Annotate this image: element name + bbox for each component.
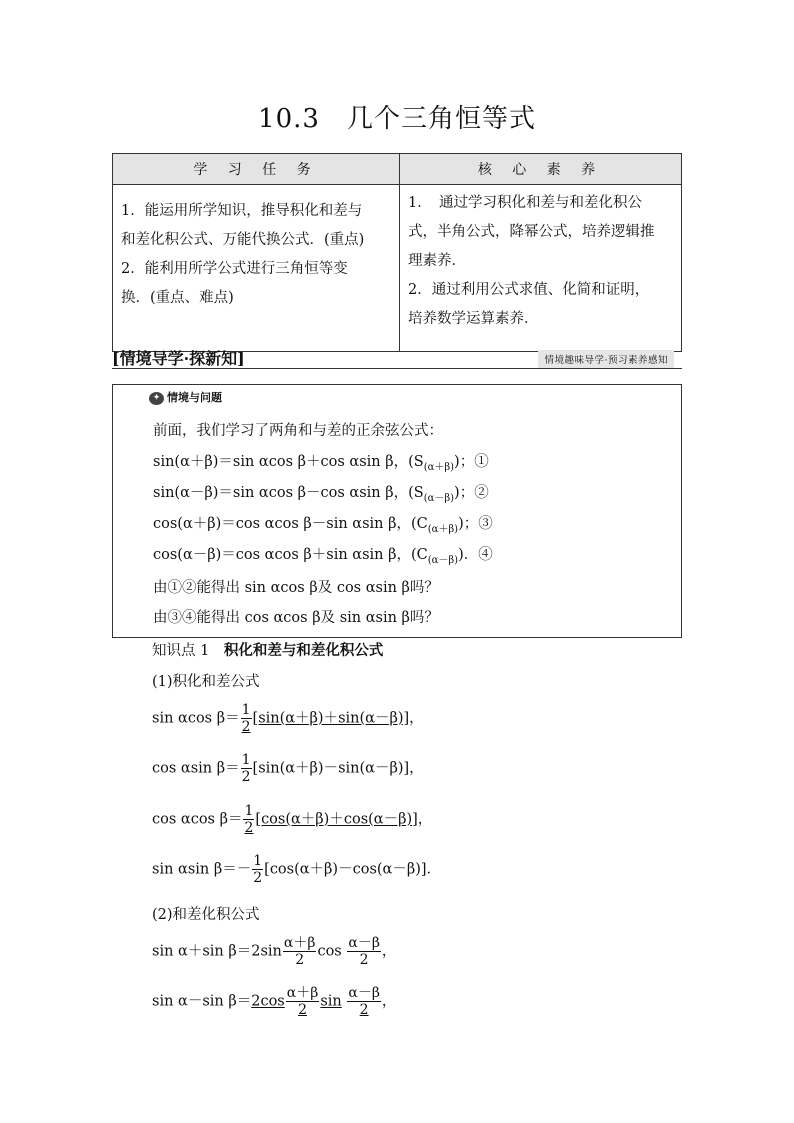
formula-label-end: )．④ <box>458 547 493 563</box>
knowledge-label: 知识点 1 <box>152 643 224 659</box>
formula-lhs: sin α＋sin β＝ <box>152 943 252 960</box>
formula-expr: cos(α＋β)＝cos αcos β－sin αsin β， <box>153 516 411 532</box>
literacy-line: 1． 通过学习积化和差与和差化积公 <box>408 195 642 211</box>
formula-lhs: sin αcos β＝ <box>152 710 240 727</box>
formula-rhs: [sin(α＋β)－sin(α－β)] <box>252 760 410 777</box>
fraction-numerator: α＋β <box>283 935 316 951</box>
knowledge-title: 积化和差与和差化积公式 <box>223 642 384 659</box>
header-learning-tasks: 学 习 任 务 <box>113 154 400 185</box>
section-tag: 情境趣味导学·预习素养感知 <box>538 350 674 368</box>
literacy-line: 式，半角公式，降幂公式，培养逻辑推 <box>408 224 655 240</box>
literacy-line: 2．通过利用公式求值、化简和证明， <box>408 282 650 298</box>
formula-rhs: [sin(α＋β)＋sin(α－β)] <box>252 710 410 727</box>
formula-end: ， <box>409 760 424 777</box>
fraction-numerator: α－β <box>348 935 380 951</box>
formula-func: 2sin <box>251 943 282 960</box>
sum-to-product-formula <box>152 985 396 1018</box>
fraction-numerator: 1 <box>241 702 251 718</box>
section-header <box>112 346 682 369</box>
context-badge <box>149 389 222 405</box>
context-badge-label: 情境与问题 <box>167 391 222 404</box>
formula-label: (C <box>410 547 428 563</box>
formula-func: cos <box>317 943 342 960</box>
formula-func: sin <box>320 993 342 1010</box>
subheading-sum-to-product: (2)和差化积公式 <box>152 907 260 923</box>
fraction-numerator: 1 <box>241 752 251 768</box>
formula-line <box>153 481 489 504</box>
fraction-numerator: 1 <box>253 853 263 869</box>
fraction-denominator: 2 <box>241 719 251 735</box>
fraction-denominator: 2 <box>253 870 263 886</box>
fraction <box>241 702 252 735</box>
product-to-sum-formula <box>152 803 432 836</box>
formula-func: 2cos <box>251 993 285 1010</box>
formula-lhs: sin α－sin β＝ <box>152 993 252 1010</box>
formula-expr: cos(α－β)＝cos αcos β＋sin αsin β， <box>153 547 411 563</box>
formula-label-sub: (α＋β) <box>427 523 459 535</box>
formula-line <box>153 450 489 473</box>
section-title: [情境导学·探新知] <box>112 349 245 368</box>
sum-to-product-formula <box>152 935 396 968</box>
fraction <box>241 752 252 785</box>
task-line: 1．能运用所学知识，推导积化和差与 <box>121 203 363 219</box>
fraction-numerator: α－β <box>348 985 380 1001</box>
learning-table <box>112 153 682 352</box>
literacy-line: 理素养． <box>408 253 466 269</box>
literacy-line: 培养数学运算素养． <box>408 311 539 327</box>
context-box <box>112 384 682 638</box>
formula-lhs: cos αcos β＝ <box>152 811 243 828</box>
knowledge-heading <box>152 639 383 660</box>
task-line: 2．能利用所学公式进行三角恒等变 <box>121 261 348 277</box>
core-literacy-cell <box>400 185 682 352</box>
formula-sign: － <box>236 861 252 878</box>
context-intro: 前面，我们学习了两角和与差的正余弦公式： <box>153 423 443 439</box>
formula-label-end: )；③ <box>458 516 493 532</box>
fraction-denominator: 2 <box>286 1001 320 1018</box>
formula-expr: sin(α－β)＝sin αcos β－cos αsin β， <box>153 485 409 501</box>
formula-label-sub: (α＋β) <box>423 461 455 473</box>
chat-bubble-icon: ✦ <box>149 392 164 405</box>
product-to-sum-formula <box>152 702 424 735</box>
formula-end: ， <box>409 710 424 727</box>
fraction <box>286 985 320 1018</box>
fraction-numerator: 1 <box>244 803 254 819</box>
formula-label-sub: (α－β) <box>427 554 459 566</box>
question-1: 由①②能得出 sin αcos β及 cos αsin β吗？ <box>153 580 439 596</box>
formula-end: ， <box>417 811 433 828</box>
formula-end: ， <box>381 943 397 960</box>
formula-lhs: cos αsin β＝ <box>152 760 240 777</box>
fraction-denominator: 2 <box>244 820 254 836</box>
task-line: 和差化积公式、万能代换公式．(重点) <box>121 232 365 248</box>
product-to-sum-formula <box>152 853 441 886</box>
task-line: 换．(重点、难点) <box>121 290 234 306</box>
formula-label: (C <box>410 516 428 532</box>
fraction <box>252 853 263 886</box>
formula-label: (S <box>408 485 424 501</box>
page-title: 10.3 几个三角恒等式 <box>258 104 536 134</box>
formula-end: ． <box>426 861 442 878</box>
fraction-denominator: 2 <box>283 951 317 968</box>
fraction-denominator: 2 <box>347 951 381 968</box>
fraction-denominator: 2 <box>347 1001 381 1018</box>
header-core-literacy: 核 心 素 养 <box>400 154 682 185</box>
formula-label-end: )；② <box>454 485 489 501</box>
fraction <box>283 935 317 968</box>
fraction-numerator: α＋β <box>286 985 319 1001</box>
fraction-denominator: 2 <box>241 769 251 785</box>
learning-tasks-cell <box>113 185 400 352</box>
formula-line <box>153 543 493 566</box>
formula-rhs: [cos(α＋β)＋cos(α－β)] <box>255 811 418 828</box>
fraction <box>347 935 381 968</box>
fraction <box>347 985 381 1018</box>
fraction <box>243 803 254 836</box>
formula-rhs: [cos(α＋β)－cos(α－β)] <box>264 861 427 878</box>
formula-label-sub: (α－β) <box>423 492 455 504</box>
question-2: 由③④能得出 cos αcos β及 sin αsin β吗？ <box>153 610 439 626</box>
formula-label-end: )；① <box>454 454 489 470</box>
formula-end: ， <box>381 993 397 1010</box>
product-to-sum-formula <box>152 752 424 785</box>
formula-label: (S <box>408 454 424 470</box>
formula-expr: sin(α＋β)＝sin αcos β＋cos αsin β， <box>153 454 409 470</box>
formula-line <box>153 512 493 535</box>
formula-lhs: sin αsin β＝ <box>152 861 237 878</box>
subheading-product-to-sum: (1)积化和差公式 <box>152 674 260 690</box>
